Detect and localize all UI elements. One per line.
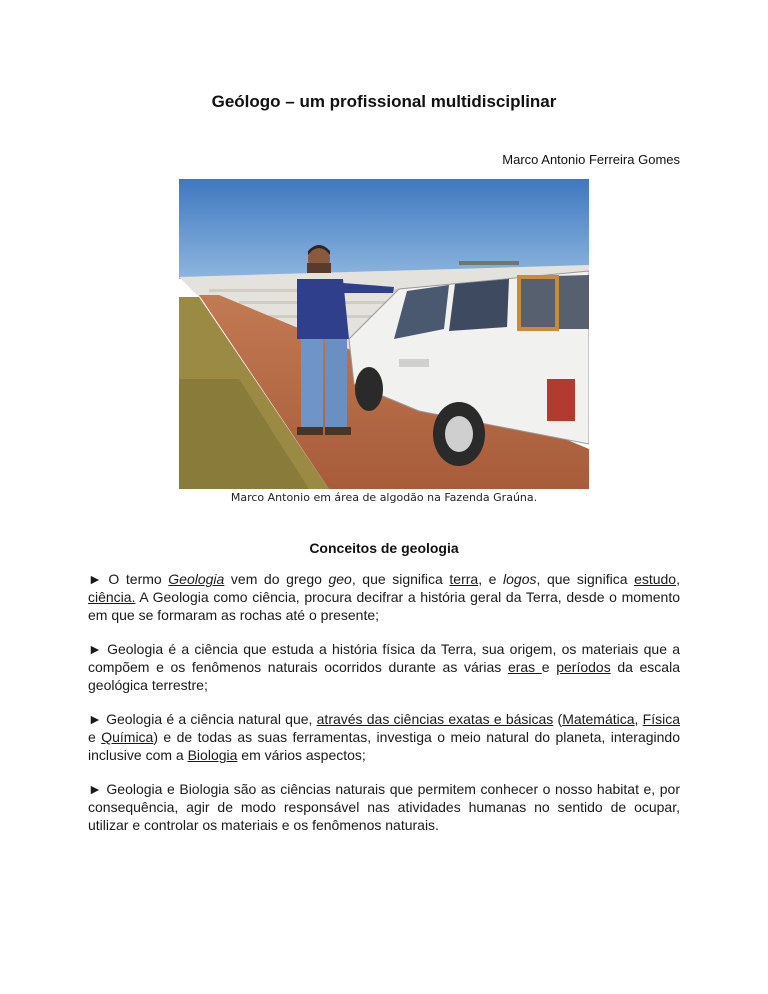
field-photo <box>179 179 589 489</box>
text: , <box>676 571 680 587</box>
paragraph-4 <box>88 780 680 834</box>
paragraph-3 <box>88 710 680 764</box>
term-matematica: Matemática <box>562 711 635 727</box>
text: ) e de todas as suas ferramentas, investiga o meio natural do planeta, interagindo inclusive com a <box>88 729 680 763</box>
term-eras: eras <box>507 659 542 675</box>
text: Geologia é a ciência que estuda a história física da Terra, sua origem, os materiais que a compõem e os fenômenos naturais ocorridos durante as várias <box>88 641 680 675</box>
term-geo: geo <box>328 571 352 587</box>
term-geologia: Geologia <box>168 571 225 587</box>
text: vem do grego <box>224 571 329 587</box>
text: Geologia e Biologia são as ciências naturais que permitem conhecer o nosso habitat e, por consequência, agir de modo responsável nas atividades humanas no sentido de ocupar, utilizar e controlar os materiais e os fenômenos naturais. <box>88 781 680 833</box>
term-biologia: Biologia <box>187 747 238 763</box>
text: A Geologia como ciência, procura decifrar a história geral da Terra, desde o momento em que se formaram as rochas até o presente; <box>88 589 680 623</box>
term-ciencia: ciência. <box>88 589 136 605</box>
text: e <box>88 729 102 745</box>
text: em vários aspectos; <box>237 747 366 763</box>
text: e <box>541 659 557 675</box>
text: da escala geológica terrestre; <box>88 659 680 693</box>
bullet-marker: ► <box>88 711 102 727</box>
term-fisica: Física <box>642 711 680 727</box>
text: O termo <box>101 571 169 587</box>
term-periodos: períodos <box>556 659 611 675</box>
term-quimica: Química <box>101 729 154 745</box>
bullet-marker: ► <box>88 781 102 797</box>
page-title: Geólogo – um profissional multidisciplinar <box>211 92 557 111</box>
paragraph-1 <box>88 570 680 624</box>
photo-caption: Marco Antonio em área de algodão na Fazenda Graúna. <box>230 491 538 504</box>
text: , e <box>478 571 504 587</box>
term-atraves: através das ciências exatas e básicas <box>316 711 554 727</box>
text: , que significa <box>536 571 635 587</box>
author-name: Marco Antonio Ferreira Gomes <box>502 152 680 167</box>
text: ( <box>553 711 563 727</box>
bullet-marker: ► <box>88 571 102 587</box>
sky <box>179 179 589 279</box>
paragraph-2 <box>88 640 680 694</box>
term-terra: terra <box>449 571 479 587</box>
text: Geologia é a ciência natural que, <box>101 711 317 727</box>
term-estudo: estudo <box>634 571 677 587</box>
term-logos: logos <box>503 571 537 587</box>
section-title: Conceitos de geologia <box>309 540 459 556</box>
text: , que significa <box>351 571 450 587</box>
bullet-marker: ► <box>88 641 102 657</box>
text: , <box>634 711 643 727</box>
